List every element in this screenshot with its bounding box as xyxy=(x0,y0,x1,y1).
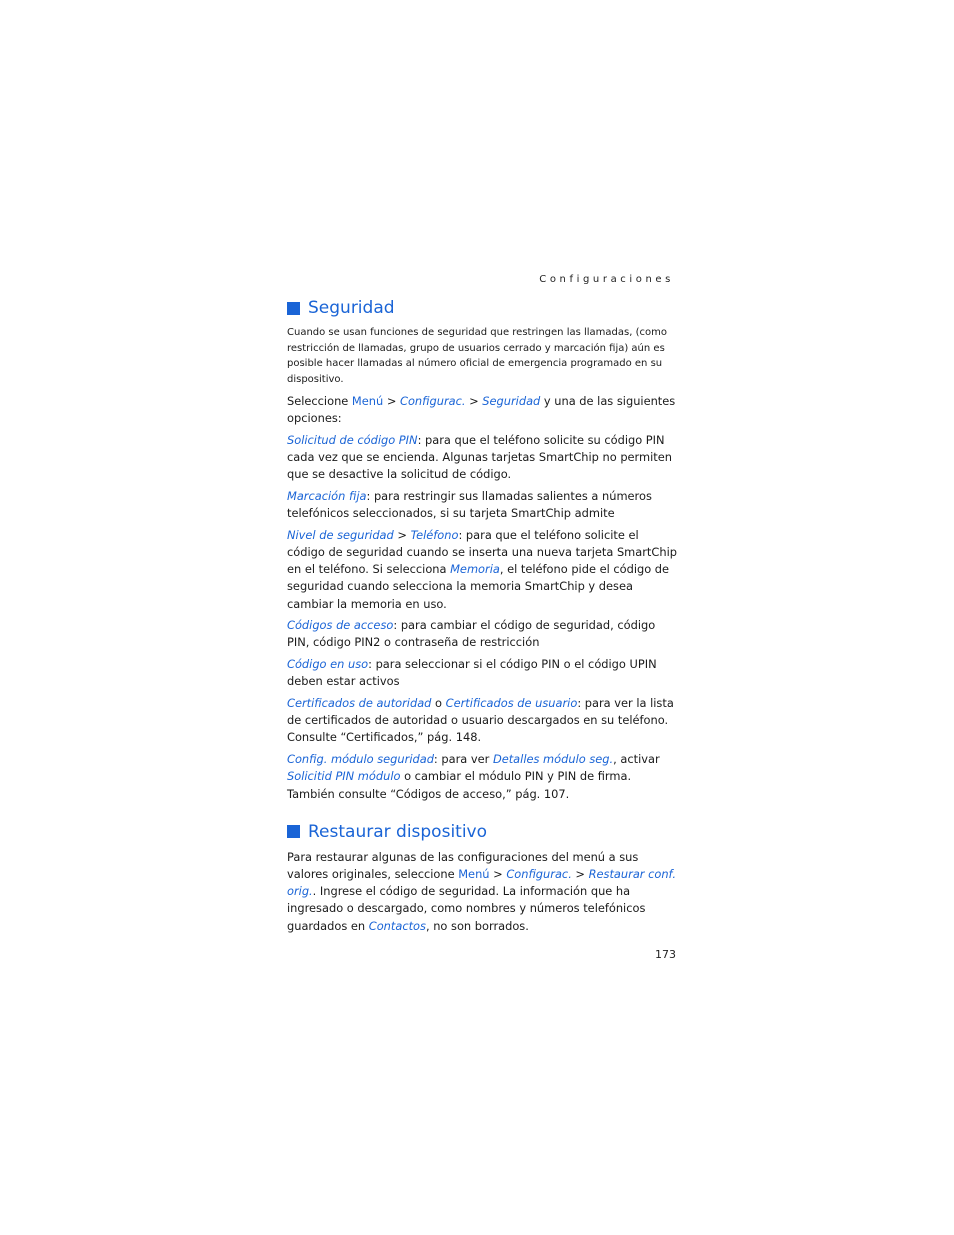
text: o xyxy=(431,696,446,711)
text: . Ingrese el código de seguridad. La información que ha ingresado o descargado, como nombres y números telefónicos guardados en xyxy=(287,884,646,933)
option-term[interactable]: Solicitid PIN módulo xyxy=(287,769,401,784)
text: Seleccione xyxy=(287,393,352,408)
path-separator: > xyxy=(571,866,589,881)
option-description: : para que el teléfono solicite su código PIN cada vez que se encienda. Algunas tarjetas SmartChip no permiten que se desactive la solicitud de código. xyxy=(287,432,672,482)
section-title: Restaurar dispositivo xyxy=(308,821,488,842)
option-term[interactable]: Config. módulo seguridad xyxy=(287,752,434,767)
section-heading-seguridad xyxy=(287,296,679,320)
option-description: , activar xyxy=(613,752,660,767)
option-term[interactable]: Nivel de seguridad xyxy=(287,527,394,542)
page-number: 173 xyxy=(655,948,676,961)
restore-paragraph xyxy=(287,849,679,935)
running-header: Configuraciones xyxy=(539,274,674,285)
option-term[interactable]: Certificados de autoridad xyxy=(287,696,432,711)
option-term[interactable]: Códigos de acceso xyxy=(287,618,394,633)
option-security-level xyxy=(287,527,679,613)
menu-link[interactable]: Menú xyxy=(351,393,384,408)
path-separator: > xyxy=(383,393,400,408)
option-term[interactable]: Solicitud de código PIN xyxy=(287,432,418,447)
option-term[interactable]: Certificados de usuario xyxy=(445,696,578,711)
contactos-link[interactable]: Contactos xyxy=(368,918,426,933)
menu-link[interactable]: Menú xyxy=(458,866,490,881)
option-pin-request xyxy=(287,432,679,484)
menu-path-paragraph xyxy=(287,393,679,427)
option-description: , el teléfono pide el código de seguridad cuando selecciona la memoria SmartChip y desea cambiar la memoria en uso. xyxy=(287,562,670,611)
option-term[interactable]: Memoria xyxy=(450,562,500,577)
path-separator: > xyxy=(393,527,411,542)
option-description: : para ver xyxy=(433,752,493,767)
option-description: : para cambiar el código de seguridad, código PIN, código PIN2 o contraseña de restricción xyxy=(287,618,656,650)
configurac-link[interactable]: Configurac. xyxy=(400,393,466,408)
seguridad-link[interactable]: Seguridad xyxy=(482,393,541,408)
option-term[interactable]: Detalles módulo seg. xyxy=(492,752,614,767)
path-separator: > xyxy=(465,393,483,408)
page-content xyxy=(287,296,679,939)
option-term[interactable]: Código en uso xyxy=(287,657,369,672)
configurac-link[interactable]: Configurac. xyxy=(506,866,572,881)
square-bullet-icon xyxy=(287,825,300,838)
square-bullet-icon xyxy=(287,302,300,315)
option-description: : para que el teléfono solicite el código de seguridad cuando se inserta una nueva tarjeta SmartChip en el teléfono. Si selecciona xyxy=(287,527,677,577)
option-description: : para seleccionar si el código PIN o el código UPIN deben estar activos xyxy=(287,657,657,689)
section-title: Seguridad xyxy=(308,298,395,318)
option-description: : para restringir sus llamadas salientes a números telefónicos seleccionados, si su tarjeta SmartChip admite xyxy=(287,488,652,521)
option-description: : para ver la lista de certificados de autoridad o usuario descargados en su teléfono. Consulte “Certificados,” pág. 148. xyxy=(287,696,674,745)
option-code-in-use xyxy=(287,656,679,690)
option-description: o cambiar el módulo PIN y PIN de firma. También consulte “Códigos de acceso,” pág. 107. xyxy=(287,769,632,801)
option-term[interactable]: Marcación fija xyxy=(287,488,367,503)
path-separator: > xyxy=(489,866,507,881)
option-term[interactable]: Teléfono xyxy=(410,527,459,542)
option-certificates xyxy=(287,695,679,747)
text: y una de las siguientes opciones: xyxy=(287,393,676,426)
restore-link[interactable]: Restaurar conf. orig. xyxy=(287,866,676,899)
text: , no son borrados. xyxy=(425,918,529,933)
option-fixed-dialing xyxy=(287,488,679,522)
text: Para restaurar algunas de las configuraciones del menú a sus valores originales, seleccione xyxy=(287,849,639,881)
section-heading-restaurar xyxy=(287,820,679,844)
option-access-codes xyxy=(287,617,679,651)
option-security-module xyxy=(287,751,679,803)
section-intro: Cuando se usan funciones de seguridad que restringen las llamadas, (como restricción de llamadas, grupo de usuarios cerrado y marcación fija) aún es posible hacer llamadas al número oficial de emergencia programado en su dispositivo. xyxy=(287,327,667,386)
